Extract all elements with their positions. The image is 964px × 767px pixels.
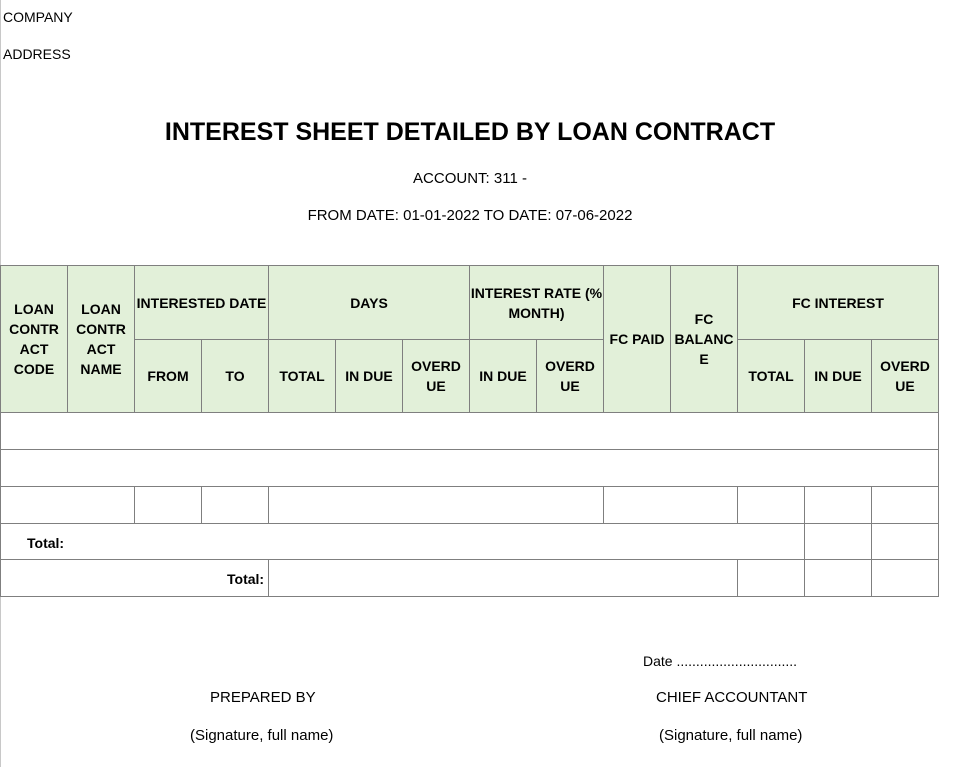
- table-cell: [804, 523, 872, 560]
- table-cell: [737, 559, 805, 597]
- header-days: DAYS: [268, 265, 470, 340]
- signature-left-label: (Signature, full name): [190, 727, 334, 744]
- header-fc-balance: FC BALANC E: [670, 265, 738, 413]
- header-fc-total: TOTAL: [737, 339, 805, 413]
- table-cell: [268, 559, 738, 597]
- page-title: INTEREST SHEET DETAILED BY LOAN CONTRACT: [164, 118, 776, 146]
- header-interest-rate: INTEREST RATE (% MONTH): [469, 265, 604, 340]
- table-cell: [134, 486, 202, 524]
- prepared-by-label: PREPARED BY: [210, 689, 316, 706]
- table-cell: [201, 486, 269, 524]
- account-line: ACCOUNT: 311 -: [413, 170, 527, 187]
- header-loan-contract-code: LOAN CONTR ACT CODE: [0, 265, 68, 413]
- table-cell: [871, 486, 939, 524]
- table-cell: [804, 486, 872, 524]
- header-days-in-due: IN DUE: [335, 339, 403, 413]
- table-divider: [938, 486, 939, 524]
- table-cell: [603, 486, 671, 524]
- header-fc-interest: FC INTEREST: [737, 265, 939, 340]
- header-from: FROM: [134, 339, 202, 413]
- header-loan-contract-name: LOAN CONTR ACT NAME: [67, 265, 135, 413]
- header-interested-date: INTERESTED DATE: [134, 265, 269, 340]
- total-label-1: Total:: [27, 535, 65, 551]
- header-fc-overdue: OVERD UE: [871, 339, 939, 413]
- header-fc-in-due: IN DUE: [804, 339, 872, 413]
- date-range-line: FROM DATE: 01-01-2022 TO DATE: 07-06-2022: [307, 207, 633, 224]
- header-to: TO: [201, 339, 269, 413]
- table-cell: [804, 559, 872, 597]
- table-cell: [268, 486, 336, 524]
- table-cell: [871, 559, 939, 597]
- table-cell: [871, 523, 939, 560]
- header-rate-overdue: OVERD UE: [536, 339, 604, 413]
- table-row: [0, 412, 939, 450]
- table-cell: [0, 486, 135, 524]
- date-line: Date ...............................: [643, 653, 798, 669]
- header-rate-in-due: IN DUE: [469, 339, 537, 413]
- address-label: ADDRESS: [3, 46, 71, 62]
- total-row-1: [0, 523, 805, 560]
- header-days-total: TOTAL: [268, 339, 336, 413]
- table-cell: [737, 486, 805, 524]
- header-days-overdue: OVERD UE: [402, 339, 470, 413]
- total-label-2: Total:: [227, 571, 265, 587]
- company-label: COMPANY: [3, 9, 73, 25]
- table-row: [0, 449, 939, 487]
- header-fc-paid: FC PAID: [603, 265, 671, 413]
- chief-accountant-label: CHIEF ACCOUNTANT: [656, 689, 808, 706]
- signature-right-label: (Signature, full name): [659, 727, 803, 744]
